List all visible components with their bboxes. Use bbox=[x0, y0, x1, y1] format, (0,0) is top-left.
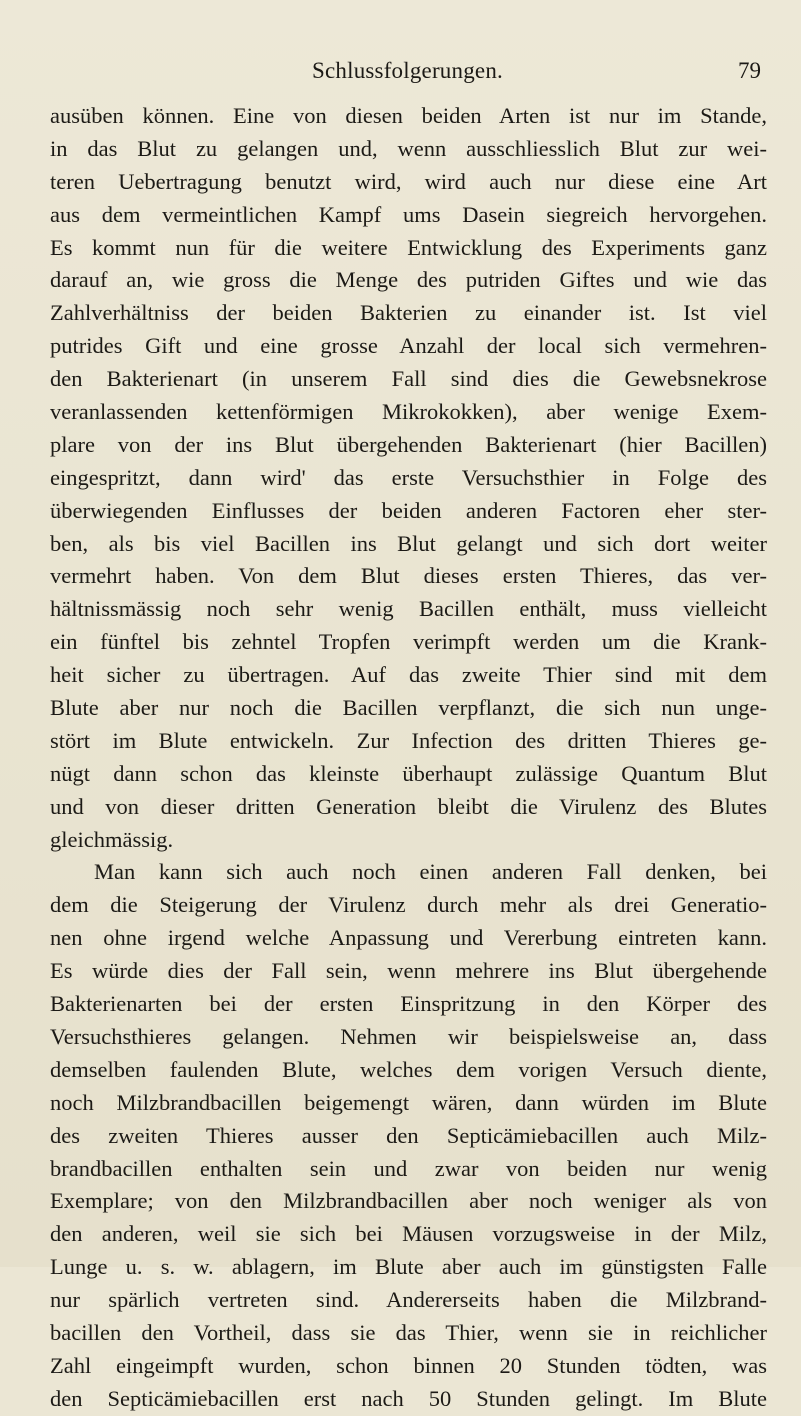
text-line: Versuchsthieres gelangen. Nehmen wir beispielsweise an, dass bbox=[50, 1023, 767, 1049]
text-line: Lunge u. s. w. ablagern, im Blute aber auch im günstigsten Falle bbox=[50, 1254, 767, 1280]
text-line: ein fünftel bis zehntel Tropfen verimpft werden um die Krank- bbox=[50, 629, 767, 655]
text-line: aus dem vermeintlichen Kampf ums Dasein siegreich hervorgehen. bbox=[50, 201, 767, 227]
text-line: Es kommt nun für die weitere Entwicklung des Experiments ganz bbox=[50, 234, 767, 260]
paragraph-2 bbox=[50, 856, 767, 1415]
text-line: nügt dann schon das kleinste überhaupt zulässige Quantum Blut bbox=[50, 760, 767, 786]
text-line: den Septicämiebacillen erst nach 50 Stunden gelingt. Im Blute bbox=[50, 1385, 767, 1411]
text-line: Blute aber nur noch die Bacillen verpflanzt, die sich nun unge- bbox=[50, 695, 767, 721]
text-line: darauf an, wie gross die Menge des putriden Giftes und wie das bbox=[50, 267, 767, 293]
text-line: Exemplare; von den Milzbrandbacillen aber noch weniger als von bbox=[50, 1188, 767, 1214]
text-line: ben, als bis viel Bacillen ins Blut gelangt und sich dort weiter bbox=[50, 530, 767, 556]
text-line: des zweiten Thieres ausser den Septicämiebacillen auch Milz- bbox=[50, 1122, 767, 1148]
text-line: eingespritzt, dann wird' das erste Versuchsthier in Folge des bbox=[50, 464, 767, 490]
body-text bbox=[50, 100, 767, 1416]
text-line: plare von der ins Blut übergehenden Bakterienart (hier Bacillen) bbox=[50, 431, 767, 457]
text-line: dem die Steigerung der Virulenz durch mehr als drei Generatio- bbox=[50, 892, 767, 918]
text-line: vermehrt haben. Von dem Blut dieses ersten Thieres, das ver- bbox=[50, 563, 767, 589]
text-line: den anderen, weil sie sich bei Mäusen vorzugsweise in der Milz, bbox=[50, 1221, 767, 1247]
text-line: überwiegenden Einflusses der beiden anderen Factoren eher ster- bbox=[50, 497, 767, 523]
text-line: gleichmässig. bbox=[50, 826, 174, 852]
text-line: veranlassenden kettenförmigen Mikrokokken), aber wenige Exem- bbox=[50, 399, 767, 425]
running-title: Schlussfolgerungen. bbox=[312, 58, 503, 83]
text-line: putrides Gift und eine grosse Anzahl der local sich vermehren- bbox=[50, 333, 767, 359]
text-line: bacillen den Vortheil, dass sie das Thier, wenn sie in reichlicher bbox=[50, 1319, 767, 1345]
text-line: nen ohne irgend welche Anpassung und Vererbung eintreten kann. bbox=[50, 925, 767, 951]
text-line: noch Milzbrandbacillen beigemengt wären, dann würden im Blute bbox=[50, 1089, 767, 1115]
text-line: Man kann sich auch noch einen anderen Fall denken, bei bbox=[94, 859, 767, 885]
text-line: Zahl eingeimpft wurden, schon binnen 20 Stunden tödten, was bbox=[50, 1352, 767, 1378]
paragraph-1 bbox=[50, 100, 767, 856]
text-line: in das Blut zu gelangen und, wenn ausschliesslich Blut zur wei- bbox=[50, 135, 767, 161]
text-line: ausüben können. Eine von diesen beiden Arten ist nur im Stande, bbox=[50, 103, 767, 128]
text-line: demselben faulenden Blute, welches dem vorigen Versuch diente, bbox=[50, 1056, 767, 1082]
text-line: heit sicher zu übertragen. Auf das zweite Thier sind mit dem bbox=[50, 662, 767, 688]
page-number: 79 bbox=[738, 58, 761, 83]
text-line: stört im Blute entwickeln. Zur Infection des dritten Thieres ge- bbox=[50, 727, 767, 753]
text-line: und von dieser dritten Generation bleibt die Virulenz des Blutes bbox=[50, 793, 767, 819]
text-line: den Bakterienart (in unserem Fall sind dies die Gewebsnekrose bbox=[50, 366, 767, 392]
text-line: teren Uebertragung benutzt wird, wird auch nur diese eine Art bbox=[50, 168, 767, 194]
text-line: Zahlverhältniss der beiden Bakterien zu einander ist. Ist viel bbox=[50, 300, 767, 326]
text-line: hältnissmässig noch sehr wenig Bacillen enthält, muss vielleicht bbox=[50, 596, 767, 622]
text-line: brandbacillen enthalten sein und zwar von beiden nur wenig bbox=[50, 1155, 767, 1181]
text-line: Bakterienarten bei der ersten Einspritzung in den Körper des bbox=[50, 991, 767, 1017]
text-line: Es würde dies der Fall sein, wenn mehrere ins Blut übergehende bbox=[50, 958, 767, 984]
running-head bbox=[0, 58, 801, 92]
text-line: nur spärlich vertreten sind. Andererseits haben die Milzbrand- bbox=[50, 1287, 767, 1313]
